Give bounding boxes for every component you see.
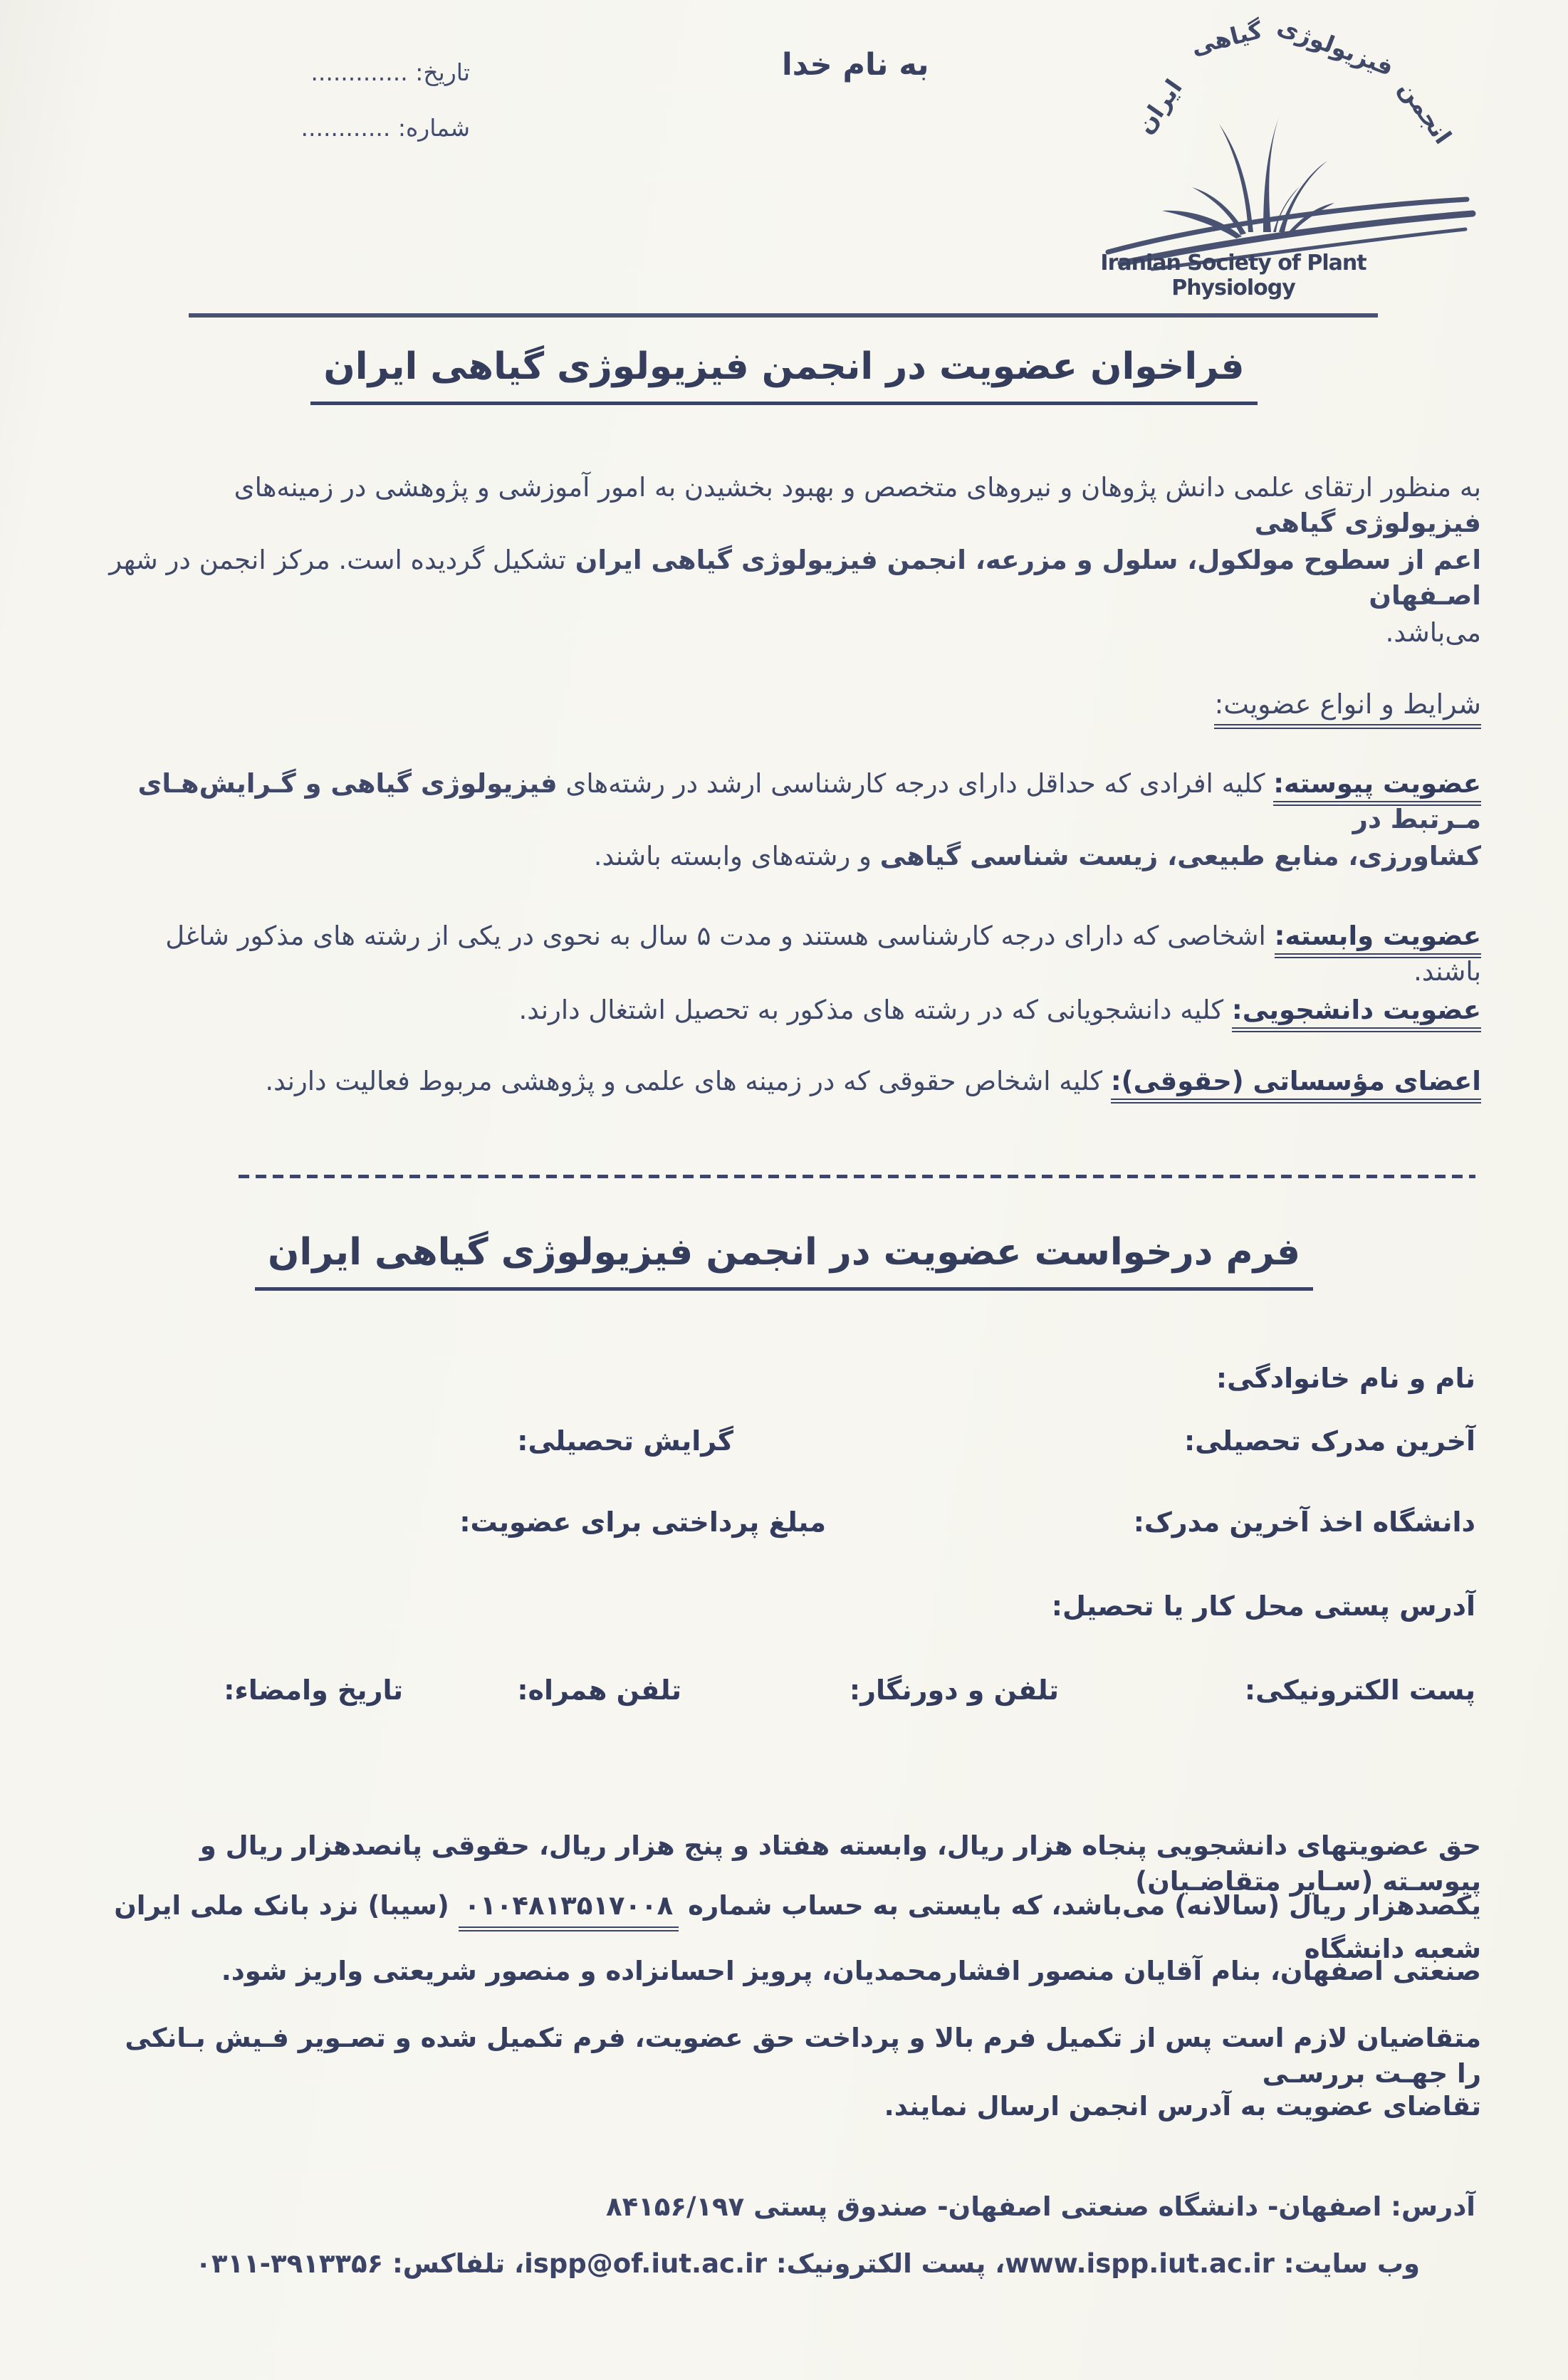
membership-item-full-line1 bbox=[107, 766, 1481, 837]
date-dotted-line: ............. bbox=[310, 58, 408, 86]
telefax-number: ۰۳۱۱-۳۹۱۳۳۵۶ bbox=[195, 2248, 384, 2279]
footer-telefax-label: ، تلفاکس: bbox=[383, 2248, 525, 2279]
number-label: شماره: bbox=[397, 114, 470, 142]
number-field bbox=[235, 114, 470, 142]
membership-full-text2: و رشته‌های وابسته باشند. bbox=[593, 841, 880, 871]
intro-bold-isfahan: اصـفهان bbox=[1369, 580, 1481, 611]
footer-po-box: ۸۴۱۵۶/۱۹۷ bbox=[606, 2191, 745, 2222]
membership-item-student bbox=[107, 992, 1481, 1028]
bank-account-number: ۰۱۰۴۸۱۳۵۱۷۰۰۸ bbox=[459, 1888, 679, 1931]
membership-item-full-line2 bbox=[107, 839, 1481, 874]
application-form-title-text: فرم درخواست عضویت در انجمن فیزیولوژی گیاهی ایران bbox=[255, 1232, 1313, 1291]
field-label-full-name: نام و نام خانوادگی: bbox=[1216, 1363, 1475, 1394]
membership-item-associate bbox=[107, 918, 1481, 989]
horizontal-rule bbox=[189, 313, 1378, 318]
membership-student-text: کلیه دانشجویانی که در رشته های مذکور به تحصیل اشتغال دارند. bbox=[518, 995, 1232, 1025]
basmala-text: به نام خدا bbox=[782, 47, 929, 83]
membership-full-bold-majors: کشاورزی، منابع طبیعی، زیست شناسی گیاهی bbox=[879, 841, 1481, 871]
logo-arc-word-iran: ایران bbox=[1130, 74, 1188, 139]
field-label-major: گرایش تحصیلی: bbox=[517, 1425, 733, 1457]
membership-item-institutional bbox=[107, 1064, 1481, 1099]
conditions-heading-text: شرایط و انواع عضویت: bbox=[1214, 688, 1481, 729]
footer-website-label: وب سایت: bbox=[1274, 2248, 1420, 2279]
membership-full-label: عضویت پیوسته: bbox=[1273, 768, 1481, 806]
call-for-membership-title bbox=[0, 346, 1568, 405]
instructions-paragraph-line2: تقاضای عضویت به آدرس انجمن ارسال نمایند. bbox=[884, 2091, 1481, 2122]
field-label-fee-paid: مبلغ پرداختی برای عضویت: bbox=[459, 1506, 826, 1538]
membership-associate-label: عضویت وابسته: bbox=[1275, 921, 1481, 958]
field-label-phone-fax: تلفن و دورنگار: bbox=[849, 1674, 1059, 1706]
field-label-date-signature: تاریخ وامضاء: bbox=[224, 1674, 403, 1706]
field-label-email: پست الکترونیکی: bbox=[1244, 1674, 1475, 1706]
number-dotted-line: ............ bbox=[300, 114, 391, 142]
call-for-membership-title-text: فراخوان عضویت در انجمن فیزیولوژی گیاهی ایران bbox=[310, 346, 1257, 405]
fees-paragraph-line1: حق عضویتهای دانشجویی پنجاه هزار ریال، وابسته هفتاد و پنج هزار ریال، حقوقی پانصدهزار ریال و پیوسـته (سـایر متقاضـیان) bbox=[199, 1830, 1481, 1897]
intro-bold-plant-physiology: فیزیولوژی گیاهی bbox=[1254, 507, 1481, 538]
application-form-title bbox=[0, 1232, 1568, 1291]
intro-text2: تشکیل گردیده است. مرکز انجمن در شهر bbox=[109, 545, 566, 575]
footer-contacts bbox=[43, 2248, 1420, 2279]
membership-institutional-text: کلیه اشخاص حقوقی که در زمینه های علمی و پژوهشی مربوط فعالیت دارند. bbox=[265, 1066, 1111, 1096]
instructions-paragraph-line1: متقاضیان لازم است پس از تکمیل فرم بالا و پرداخت حق عضویت، فرم تکمیل شده و تصـویر فـیش بـانکی را جهـت بررسـی bbox=[125, 2023, 1481, 2089]
field-label-last-degree: آخرین مدرک تحصیلی: bbox=[1183, 1425, 1475, 1457]
intro-paragraph-line2 bbox=[107, 542, 1481, 613]
fees-text2: (سیبا) نزد بانک ملی ایران شعبه دانشگاه bbox=[114, 1890, 1481, 1964]
dashed-separator bbox=[239, 1175, 1475, 1178]
footer-address-text: آدرس: اصفهان- دانشگاه صنعتی اصفهان- صندوق پستی bbox=[744, 2191, 1475, 2222]
society-logo bbox=[1068, 11, 1510, 306]
membership-student-label: عضویت دانشجویی: bbox=[1232, 995, 1481, 1032]
membership-associate-text: اشخاصی که دارای درجه کارشناسی هستند و مدت ۵ سال به نحوی در یکی از رشته های مذکور شاغل باشند. bbox=[165, 921, 1481, 987]
fees-paragraph-line3: صنعتی اصفهان، بنام آقایان منصور افشارمحمدیان، پرویز احسانزاده و منصور شریعتی واریز شود. bbox=[221, 1956, 1481, 1986]
footer-email-label: ، پست الکترونیک: bbox=[766, 2248, 1005, 2279]
membership-full-bold-fields: فیزیولوژی گیاهی و گـرایش‌هـای مـرتبط در bbox=[137, 768, 1481, 834]
logo-arc-word-anjoman: انجمن bbox=[1394, 75, 1458, 150]
logo-caption-english: Iranian Society of Plant Physiology bbox=[1100, 251, 1366, 300]
footer-address bbox=[107, 2191, 1475, 2222]
website-url: www.ispp.iut.ac.ir bbox=[1005, 2248, 1275, 2279]
date-field bbox=[235, 58, 470, 86]
email-address: ispp@of.iut.ac.ir bbox=[524, 2248, 767, 2279]
intro-paragraph-line3: می‌باشد. bbox=[1385, 617, 1481, 648]
field-label-university: دانشگاه اخذ آخرین مدرک: bbox=[1133, 1506, 1475, 1538]
intro-paragraph-line1 bbox=[107, 470, 1481, 540]
field-label-mobile: تلفن همراه: bbox=[517, 1674, 681, 1706]
field-label-postal-address: آدرس پستی محل کار یا تحصیل: bbox=[1051, 1590, 1475, 1622]
logo-arc-word-physiology: فیزیولوژی bbox=[1273, 11, 1398, 82]
membership-full-text: کلیه افرادی که حداقل دارای درجه کارشناسی ارشد در رشته‌های bbox=[557, 768, 1274, 799]
fees-text: یکصدهزار ریال (سالانه) می‌باشد، که بایستی به حساب شماره bbox=[679, 1890, 1481, 1921]
date-label: تاریخ: bbox=[415, 58, 470, 86]
logo-arc-word-giahi: گیاهی bbox=[1188, 16, 1265, 61]
membership-institutional-label: اعضای مؤسساتی (حقوقی): bbox=[1111, 1066, 1481, 1103]
intro-bold-society-name: اعم از سطوح مولکول، سلول و مزرعه، انجمن فیزیولوژی گیاهی ایران bbox=[565, 545, 1481, 575]
intro-text: به منظور ارتقای علمی دانش پژوهان و نیروهای متخصص و بهبود بخشیدن به امور آموزشی و پژوهشی در زمینه‌های bbox=[234, 472, 1481, 503]
conditions-heading bbox=[107, 686, 1481, 723]
